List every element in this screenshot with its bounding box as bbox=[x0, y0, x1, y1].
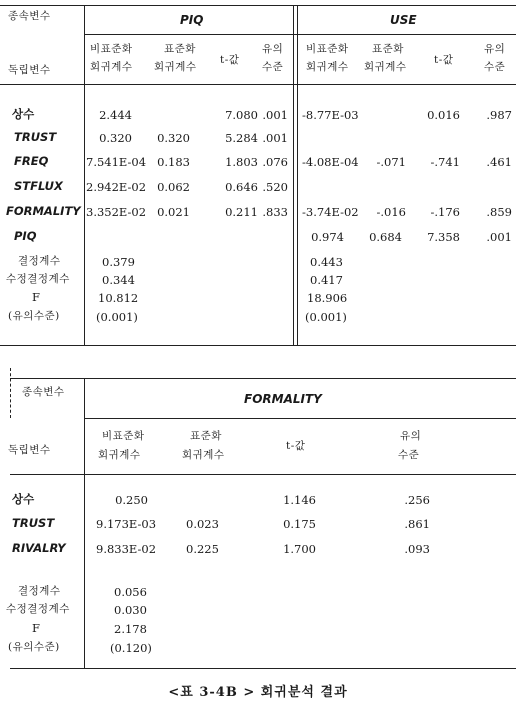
table2-cell: 9.833E-02 bbox=[96, 542, 157, 556]
table1-use-unstd-header-1: 비표준화 bbox=[306, 43, 349, 55]
table2-t-header: t-값 bbox=[286, 440, 306, 452]
table1-use-stat: 18.906 bbox=[307, 291, 348, 305]
table1-cell: 0.211 bbox=[225, 205, 258, 219]
table-caption: <표 3-4B > 회귀분석 결과 bbox=[168, 685, 348, 700]
table1-cell: 0.974 bbox=[311, 230, 344, 244]
table1-cell: 0.021 bbox=[157, 205, 190, 219]
table1-cell: .001 bbox=[262, 131, 288, 145]
table2-top-rule bbox=[10, 378, 516, 379]
table2-unstd-header-1: 비표준화 bbox=[102, 430, 145, 442]
table1-row-label: 상수 bbox=[12, 107, 35, 121]
table1-piq-t-header: t-값 bbox=[220, 54, 240, 66]
table2-header-rule bbox=[84, 418, 516, 419]
table1-piq-stat: 0.379 bbox=[102, 255, 135, 269]
table2-row-label: RIVALRY bbox=[12, 541, 66, 555]
table2-unstd-header-2: 회귀계수 bbox=[98, 449, 141, 461]
table1-piq-sig-header-2: 수준 bbox=[262, 61, 284, 73]
table2-stat: 2.178 bbox=[114, 622, 147, 636]
table1-indep-var-label: 독립변수 bbox=[8, 64, 51, 76]
table1-piq-sig-header-1: 유의 bbox=[262, 43, 284, 55]
table1-piq-std-header-1: 표준화 bbox=[164, 43, 196, 55]
table1-stat-label: F bbox=[32, 290, 40, 304]
table2-cell: 0.175 bbox=[283, 517, 316, 531]
table1-cell: .520 bbox=[262, 180, 288, 194]
table1-cell: 5.284 bbox=[225, 131, 258, 145]
table1-cell: -4.08E-04 bbox=[302, 155, 359, 169]
table1-cell: 2.942E-02 bbox=[86, 180, 147, 194]
table1-cell: .833 bbox=[262, 205, 288, 219]
table1-use-std-header-2: 회귀계수 bbox=[364, 61, 407, 73]
table2-title: FORMALITY bbox=[244, 392, 322, 406]
table1-piq-stat: 10.812 bbox=[98, 291, 139, 305]
table1-cell: 3.352E-02 bbox=[86, 205, 147, 219]
table1-use-unstd-header-2: 회귀계수 bbox=[306, 61, 349, 73]
table1-stub-divider bbox=[84, 5, 85, 345]
table2-std-header-2: 회귀계수 bbox=[182, 449, 225, 461]
table1-cell: -8.77E-03 bbox=[302, 108, 359, 122]
table2-cell: 1.146 bbox=[283, 493, 316, 507]
table1-cell: .001 bbox=[486, 230, 512, 244]
table2-stat-label: F bbox=[32, 621, 40, 635]
table1-cell: 7.541E-04 bbox=[86, 155, 147, 169]
table1-piq-unstd-header-1: 비표준화 bbox=[90, 43, 133, 55]
table1-cell: .859 bbox=[486, 205, 512, 219]
table2-margin-mark bbox=[10, 368, 11, 418]
table1-cell: 2.444 bbox=[99, 108, 132, 122]
table1-cell: .076 bbox=[262, 155, 288, 169]
table1-cell: 1.803 bbox=[225, 155, 258, 169]
table2-std-header-1: 표준화 bbox=[190, 430, 222, 442]
table1-use-title: USE bbox=[390, 13, 417, 27]
table2-cell: 9.173E-03 bbox=[96, 517, 157, 531]
table1-use-stat: 0.443 bbox=[310, 255, 343, 269]
table1-piq-title: PIQ bbox=[180, 13, 204, 27]
table1-stat-label: 수정결정계수 bbox=[6, 273, 70, 285]
table2-cell: .093 bbox=[404, 542, 430, 556]
table2-stat-label: (유의수준) bbox=[8, 641, 60, 653]
table1-piq-std-header-2: 회귀계수 bbox=[154, 61, 197, 73]
table2-stat: 0.056 bbox=[114, 585, 147, 599]
table1-row-label: FORMALITY bbox=[6, 204, 81, 218]
table2-stat-label: 결정계수 bbox=[18, 585, 61, 597]
table2-stat-label: 수정결정계수 bbox=[6, 603, 70, 615]
table2-cell: 0.250 bbox=[115, 493, 148, 507]
table2-body-rule bbox=[10, 474, 516, 475]
table2-dep-var-label: 종속변수 bbox=[22, 386, 65, 398]
table1-piq-stat: 0.344 bbox=[102, 273, 135, 287]
table1-cell: 7.080 bbox=[225, 108, 258, 122]
table1-cell: .461 bbox=[486, 155, 512, 169]
table1-cell: 0.062 bbox=[157, 180, 190, 194]
table1-cell: 0.320 bbox=[157, 131, 190, 145]
table1-cell: .987 bbox=[486, 108, 512, 122]
table1-row-label: TRUST bbox=[14, 130, 57, 144]
table1-cell: 0.646 bbox=[225, 180, 258, 194]
table1-use-sig-header-1: 유의 bbox=[484, 43, 506, 55]
table1-use-t-header: t-값 bbox=[434, 54, 454, 66]
table2-stat: (0.120) bbox=[110, 641, 152, 655]
table2-stub-divider bbox=[84, 378, 85, 668]
table2-cell: 0.023 bbox=[186, 517, 219, 531]
table1-cell: 0.183 bbox=[157, 155, 190, 169]
table1-group-divider bbox=[293, 5, 298, 345]
table1-piq-unstd-header-2: 회귀계수 bbox=[90, 61, 133, 73]
table1-cell: .001 bbox=[262, 108, 288, 122]
table1-cell: -.176 bbox=[430, 205, 460, 219]
table2-cell: .256 bbox=[404, 493, 430, 507]
table1-top-rule bbox=[0, 5, 516, 6]
table1-header-rule bbox=[84, 34, 516, 35]
table1-row-label: STFLUX bbox=[14, 179, 63, 193]
table2-cell: 1.700 bbox=[283, 542, 316, 556]
table1-cell: 7.358 bbox=[427, 230, 460, 244]
table1-use-stat: (0.001) bbox=[305, 310, 347, 324]
table1-cell: 0.684 bbox=[369, 230, 402, 244]
table1-piq-stat: (0.001) bbox=[96, 310, 138, 324]
table1-cell: -.741 bbox=[430, 155, 460, 169]
table2-indep-var-label: 독립변수 bbox=[8, 444, 51, 456]
table2-sig-header-1: 유의 bbox=[400, 430, 422, 442]
table1-cell: 0.016 bbox=[427, 108, 460, 122]
table1-use-stat: 0.417 bbox=[310, 273, 343, 287]
table2-bottom-rule bbox=[10, 668, 516, 669]
table1-use-std-header-1: 표준화 bbox=[372, 43, 404, 55]
table1-use-sig-header-2: 수준 bbox=[484, 61, 506, 73]
table1-cell: 0.320 bbox=[99, 131, 132, 145]
table1-stat-label: (유의수준) bbox=[8, 310, 60, 322]
table1-row-label: FREQ bbox=[14, 154, 49, 168]
table2-cell: .861 bbox=[404, 517, 430, 531]
table1-cell: -.071 bbox=[376, 155, 406, 169]
table1-body-rule bbox=[0, 84, 516, 85]
table2-row-label: 상수 bbox=[12, 492, 35, 506]
table2-stat: 0.030 bbox=[114, 603, 147, 617]
table1-cell: -3.74E-02 bbox=[302, 205, 359, 219]
table1-bottom-rule bbox=[0, 345, 516, 346]
table1-stat-label: 결정계수 bbox=[18, 255, 61, 267]
table1-row-label: PIQ bbox=[14, 229, 37, 243]
table2-cell: 0.225 bbox=[186, 542, 219, 556]
table1-cell: -.016 bbox=[376, 205, 406, 219]
table2-sig-header-2: 수준 bbox=[398, 449, 420, 461]
table1-dep-var-label: 종속변수 bbox=[8, 10, 51, 22]
table2-row-label: TRUST bbox=[12, 516, 55, 530]
